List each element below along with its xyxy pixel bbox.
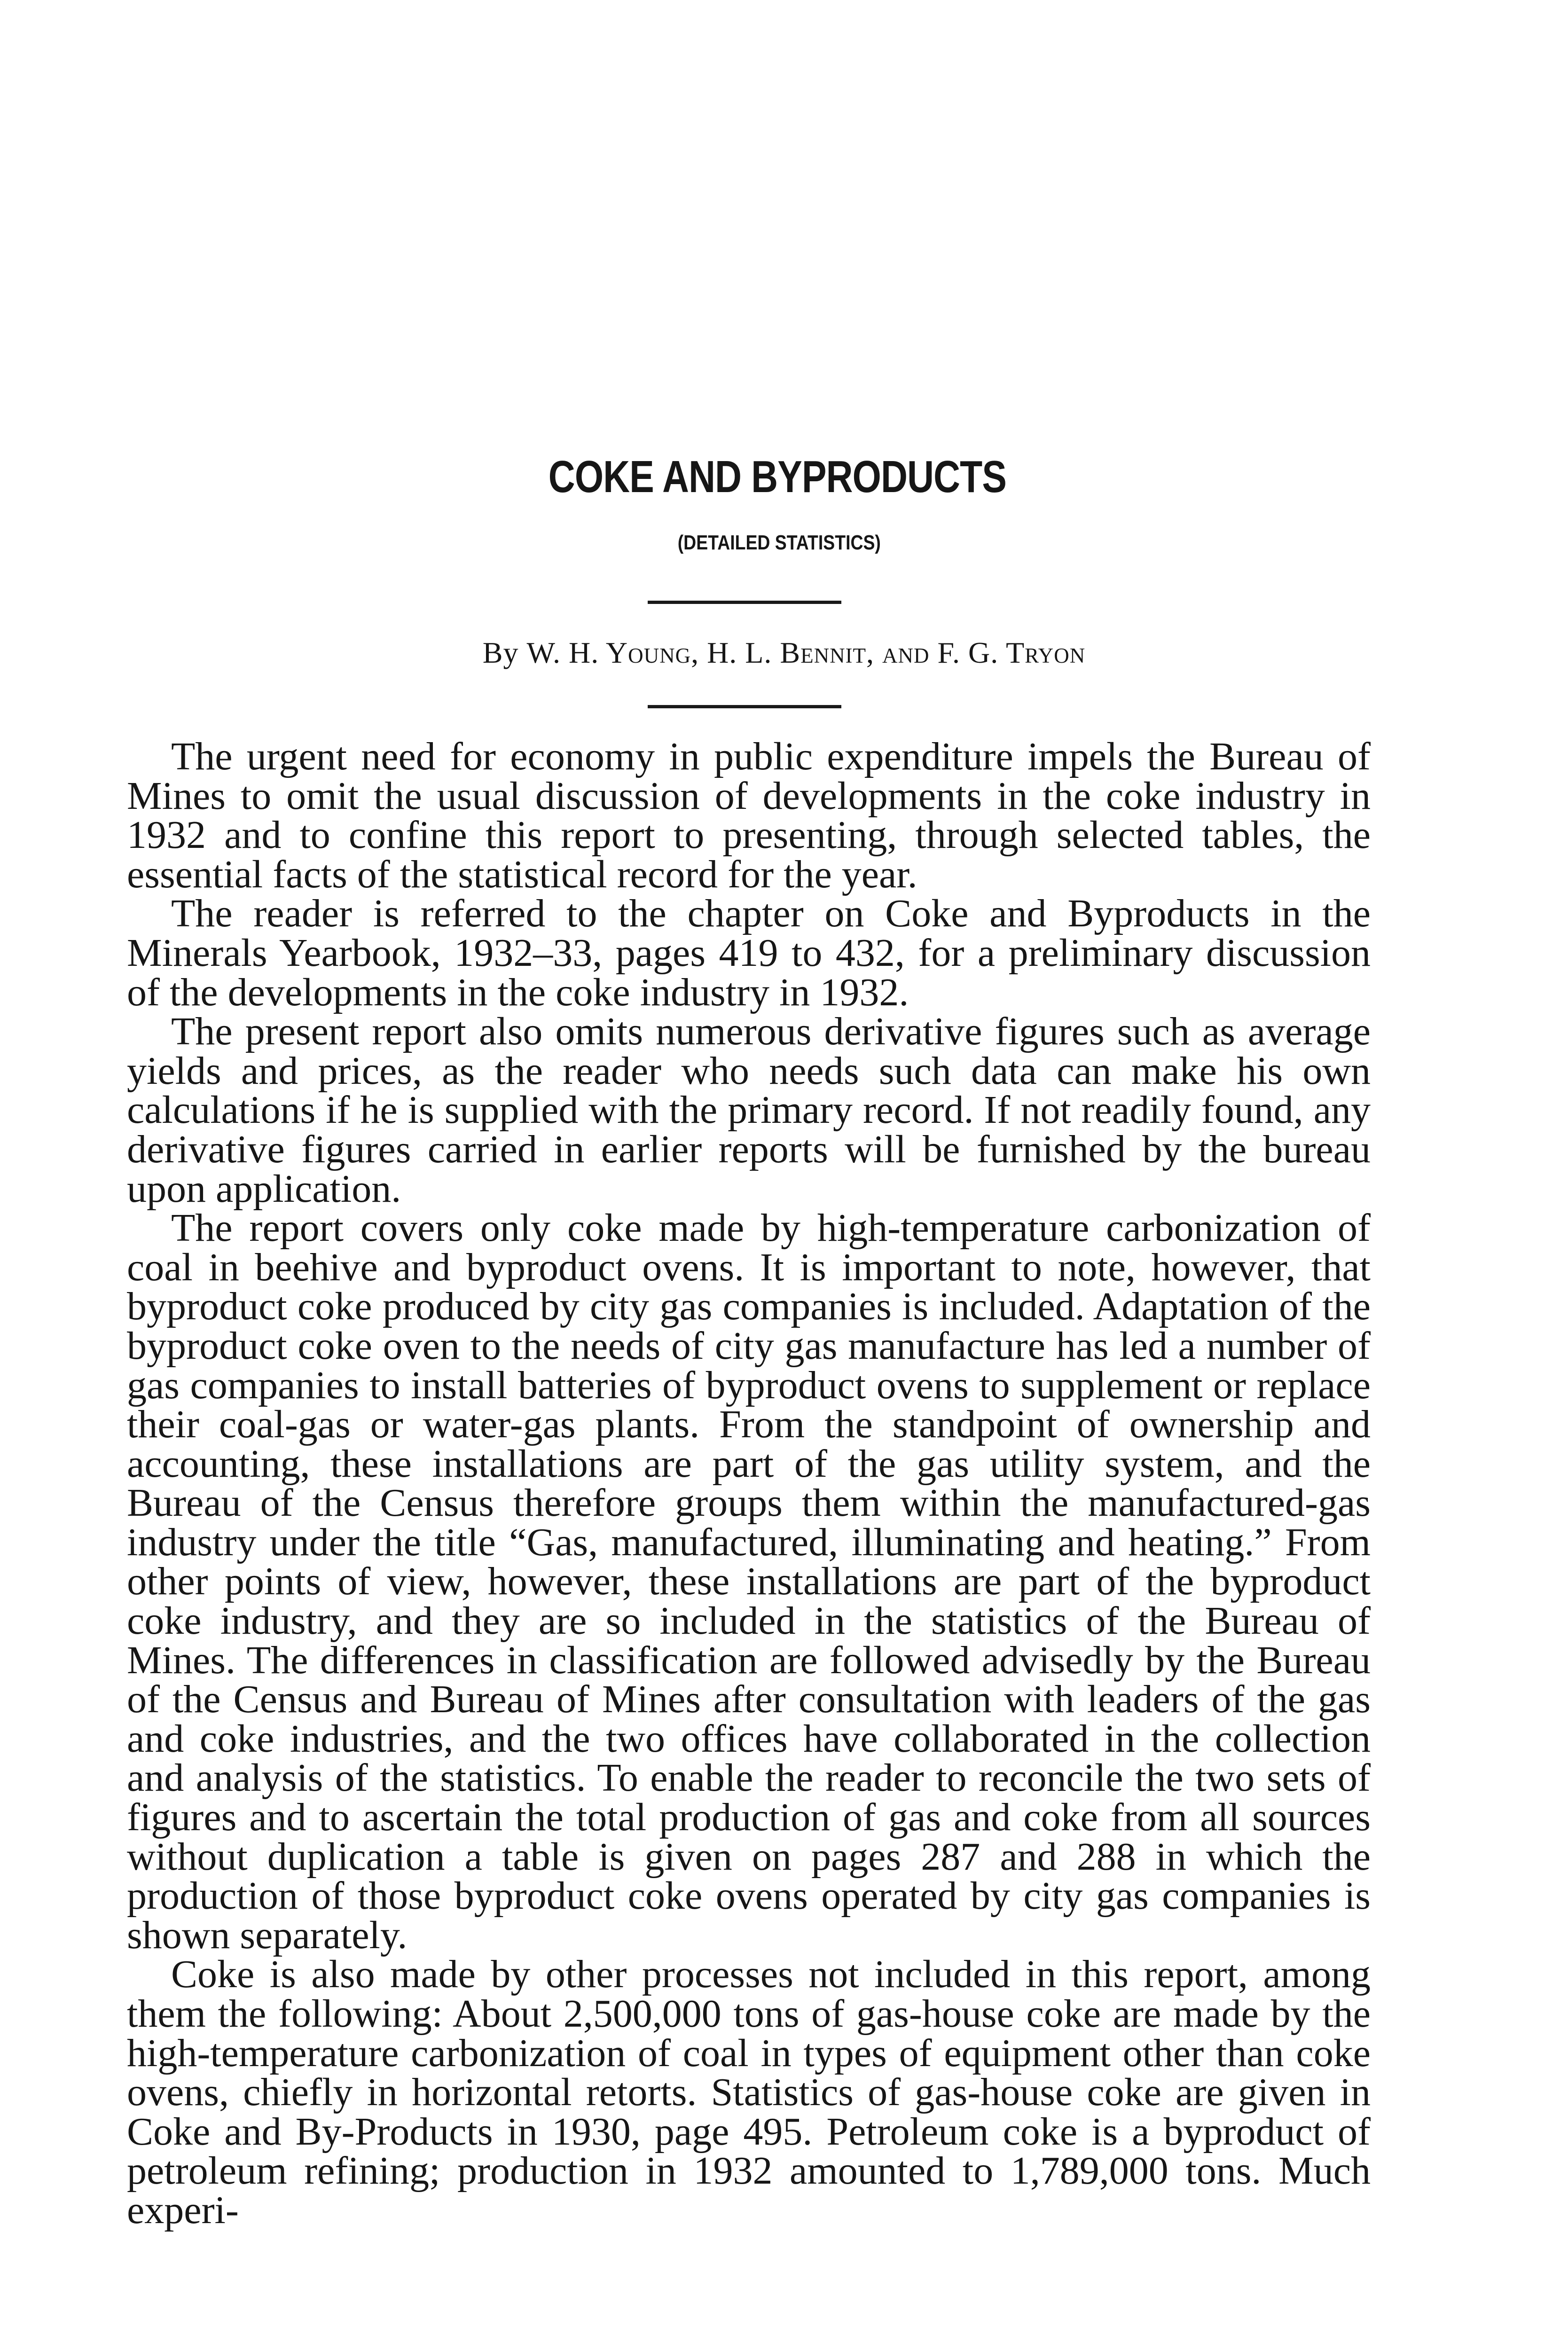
paragraph-other-processes: Coke is also made by other processes not included in this report, among them the following: About 2,500,000 tons of gas-house coke are made by the high-temperature carbonization of coal in types of equipment other than coke ovens, chiefly in horizontal retorts. Statistics of gas-house coke are given in Coke and By-Products in 1930, page 495. Petroleum coke is a byproduct of petroleum refining; production in 1932 amounted to 1,789,000 tons. Much experi-	[127, 1952, 1371, 2232]
paragraph-derivative-figures: The present report also omits numerous derivative figures such as average yields and prices, as the reader who needs such data can make his own calculations if he is supplied with the primary record. If not readily found, any derivative figures carried in earlier reports will be furnished by the bureau upon application.	[127, 1010, 1371, 1211]
paragraph-report-scope: The report covers only coke made by high-temperature carbonization of coal in beehive and byproduct ovens. It is important to note, however, that byproduct coke produced by city gas companies is included. Adaptation of the byproduct coke oven to the needs of city gas manufacture has led a number of gas companies to install batteries of byproduct ovens to supplement or replace their coal-gas or water-gas plants. From the standpoint of ownership and accounting, these installations are part of the gas utility system, and the Bureau of the Census therefore groups them within the manufactured-gas industry under the title “Gas, manufactured, illuminating and heating.” From other points of view, however, these installations are part of the byproduct coke industry, and they are so included in the statistics of the Bureau of Mines. The differences in classification are followed advisedly by the Bureau of the Census and Bureau of Mines after consultation with leaders of the gas and coke industries, and the two offices have collaborated in the collection and analysis of the statistics. To enable the reader to reconcile the two sets of figures and to ascertain the total production of gas and coke from all sources without duplication a table is given on pages 287 and 288 in which the production of those byproduct coke ovens operated by city gas companies is shown separately.	[127, 1206, 1371, 1957]
author-byline	[0, 635, 1568, 670]
paragraph-yearbook-reference: The reader is referred to the chapter on Coke and Byproducts in the Minerals Yearbook, 1932–33, pages 419 to 432, for a preliminary discussion of the developments in the coke industry in 1932.	[127, 892, 1371, 1014]
divider-rule-top	[648, 601, 841, 604]
body-text	[127, 737, 1371, 2230]
page-subtitle: (DETAILED STATISTICS)	[677, 531, 881, 554]
divider-rule-bottom	[648, 705, 841, 708]
author-bennit: H. L. Bennit,	[707, 636, 875, 669]
byline-conjunction: and	[882, 636, 930, 669]
author-tryon: F. G. Tryon	[937, 636, 1086, 669]
paragraph-economy: The urgent need for economy in public expenditure impels the Bureau of Mines to omit the usual discussion of developments in the coke industry in 1932 and to confine this report to presenting, through selected tables, the essential facts of the statistical record for the year.	[127, 735, 1371, 896]
author-young: W. H. Young,	[526, 636, 699, 669]
page-title: COKE AND BYPRODUCTS	[548, 452, 1007, 502]
byline-prefix: By	[482, 636, 519, 669]
